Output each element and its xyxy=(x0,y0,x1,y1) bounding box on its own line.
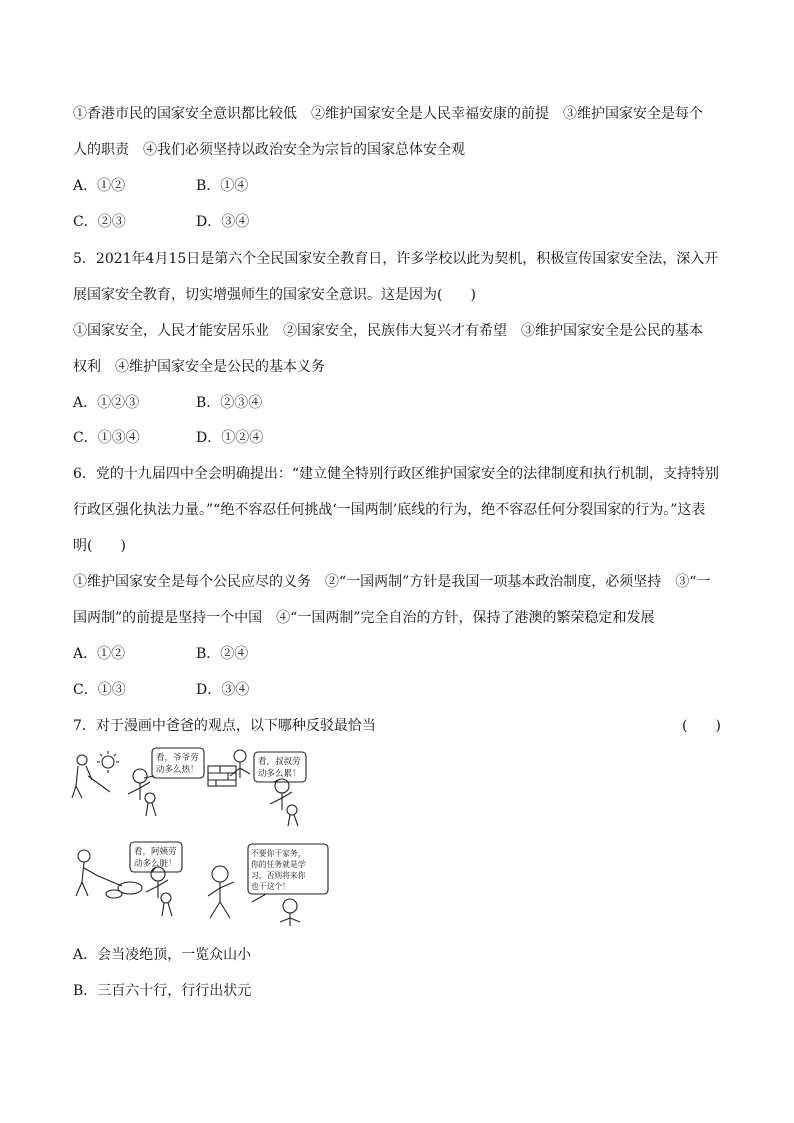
q6-stem-line-2: 行政区强化执法力量。”“绝不容忍任何挑战‘一国两制’底线的行为，绝不容忍任何分裂国家的行为。”这表 xyxy=(73,502,706,518)
comic-bubble-4-line-4: 也干这个！ xyxy=(251,882,290,891)
q6-stem-line-1: 6．党的十九届四中全会明确提出：“建立健全特别行政区维护国家安全的法律制度和执行机制，支持特别 xyxy=(73,466,720,482)
q4-option-b[interactable]: B．①④ xyxy=(196,178,249,194)
q4-statement-line-1: ①香港市民的国家安全意识都比较低 ②维护国家安全是人民幸福安康的前提 ③维护国家安全是每个 xyxy=(73,106,703,122)
q5-option-c[interactable]: C．①③④ xyxy=(73,430,140,446)
comic-bubble-4-line-2: 你的任务就是学 xyxy=(251,860,306,869)
q5-option-d[interactable]: D．①②④ xyxy=(196,430,264,446)
comic-bubble-3-line-1: 看，阿姨劳 xyxy=(134,847,177,857)
q7-option-a[interactable]: A．会当凌绝顶，一览众山小 xyxy=(73,947,252,963)
q5-option-a[interactable]: A．①②③ xyxy=(73,395,140,411)
q6-option-d[interactable]: D．③④ xyxy=(196,682,250,698)
q7-stem: 7．对于漫画中爸爸的观点，以下哪种反驳最恰当 xyxy=(73,718,376,734)
q7-answer-paren: ( ) xyxy=(682,718,721,734)
comic-bubble-2-line-2: 动多么累！ xyxy=(258,769,301,779)
q5-option-b[interactable]: B．②③④ xyxy=(196,395,263,411)
q4-option-c[interactable]: C．②③ xyxy=(73,214,126,230)
q4-statement-line-2: 人的职责 ④我们必须坚持以政治安全为宗旨的国家总体安全观 xyxy=(73,142,465,158)
q6-statement-line-2: 国两制”的前提是坚持一个中国 ④“一国两制”完全自治的方针，保持了港澳的繁荣稳定和发展 xyxy=(73,610,655,626)
comic-bubble-1-line-2: 动多么热！ xyxy=(156,765,199,775)
q5-stem-line-1: 5．2021年4月15日是第六个全民国家安全教育日，许多学校以此为契机，积极宣传国家安全法，深入开 xyxy=(73,251,719,267)
q7-option-b[interactable]: B．三百六十行，行行出状元 xyxy=(73,983,252,999)
q6-option-a[interactable]: A．①② xyxy=(73,646,126,662)
comic-illustration xyxy=(70,746,335,932)
q6-option-b[interactable]: B．②④ xyxy=(196,646,249,662)
q5-statement-line-2: 权利 ④维护国家安全是公民的基本义务 xyxy=(73,359,325,375)
q6-stem-line-3: 明( ) xyxy=(73,538,126,554)
comic-bubble-2-line-1: 看，叔叔劳 xyxy=(258,757,301,767)
q6-option-c[interactable]: C．①③ xyxy=(73,682,126,698)
q4-option-a[interactable]: A．①② xyxy=(73,178,126,194)
comic-bubble-4-line-1: 不要你干家务， xyxy=(251,849,306,858)
comic-bubble-4-line-3: 习，否则将来你 xyxy=(251,871,306,880)
q6-statement-line-1: ①维护国家安全是每个公民应尽的义务 ②“一国两制”方针是我国一项基本政治制度，必须坚持 ③“一 xyxy=(73,574,711,590)
q4-option-d[interactable]: D．③④ xyxy=(196,214,250,230)
comic-bubble-3-line-2: 动多么脏！ xyxy=(134,859,177,869)
q5-stem-line-2: 展国家安全教育，切实增强师生的国家安全意识。这是因为( ) xyxy=(73,287,476,303)
q5-statement-line-1: ①国家安全，人民才能安居乐业 ②国家安全，民族伟大复兴才有希望 ③维护国家安全是公民的基本 xyxy=(73,323,703,339)
comic-bubble-1-line-1: 看，爷爷劳 xyxy=(156,753,199,763)
